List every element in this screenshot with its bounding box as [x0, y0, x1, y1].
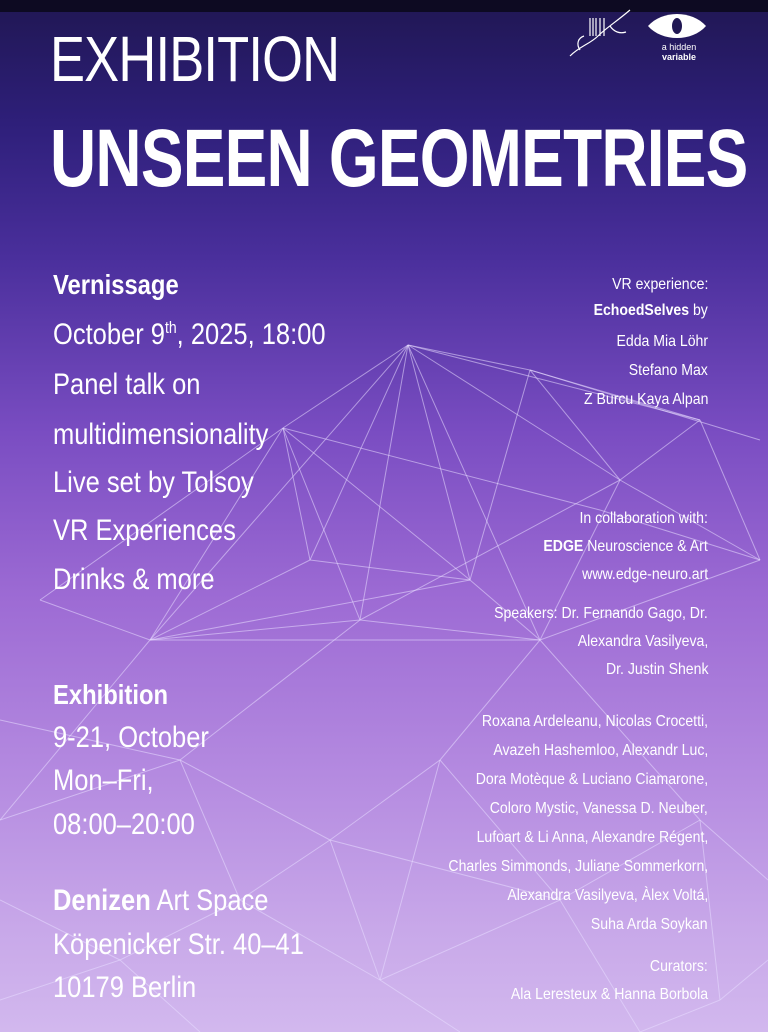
artists-line: Suha Arda Soykan [591, 916, 708, 933]
vr-title: EchoedSelves by [593, 302, 708, 319]
speakers-line: Alexandra Vasilyeva, [577, 633, 708, 650]
venue-address-city: 10179 Berlin [53, 971, 197, 1004]
artists-line: Avazeh Hashemloo, Alexandr Luc, [493, 742, 708, 759]
collab-url: www.edge-neuro.art [581, 566, 708, 583]
vr-artist: Edda Mia Löhr [616, 333, 708, 350]
exhibition-hours: 08:00–20:00 [53, 808, 195, 841]
collab-label: In collaboration with: [579, 510, 708, 527]
curators-label: Curators: [650, 958, 708, 975]
vr-label: VR experience: [611, 276, 708, 293]
title-unseen-geometries: UNSEEN GEOMETRIES [50, 113, 748, 204]
artists-line: Roxana Ardeleanu, Nicolas Crocetti, [481, 713, 708, 730]
artists-line: Coloro Mystic, Vanessa D. Neuber, [489, 800, 708, 817]
vernissage-heading: Vernissage [53, 269, 179, 300]
exhibition-days: Mon–Fri, [53, 764, 154, 797]
program-item: Drinks & more [53, 563, 215, 596]
exhibition-heading: Exhibition [53, 679, 169, 710]
artists-line: Alexandra Vasilyeva, Àlex Voltá, [507, 887, 708, 904]
vr-artist: Z Burcu Kaya Alpan [583, 391, 708, 408]
artists-line: Charles Simmonds, Juliane Sommerkorn, [448, 858, 708, 875]
branch-logo-icon [560, 6, 640, 62]
speakers-line: Speakers: Dr. Fernando Gago, Dr. [494, 605, 708, 622]
program-item: Live set by Tolsoy [53, 466, 254, 499]
speakers-line: Dr. Justin Shenk [605, 661, 708, 678]
logo-text: a hidden variable [661, 42, 697, 62]
vr-artist: Stefano Max [628, 362, 708, 379]
title-exhibition: EXHIBITION [50, 23, 340, 95]
venue-name: Denizen Art Space [53, 884, 269, 917]
vernissage-date: October 9th, 2025, 18:00 [53, 318, 326, 351]
venue-address-street: Köpenicker Str. 40–41 [53, 928, 304, 961]
collab-partner: EDGE Neuroscience & Art [543, 538, 708, 555]
program-item: VR Experiences [53, 514, 236, 547]
artists-line: Lufoart & Li Anna, Alexandre Régent, [476, 829, 708, 846]
program-item: multidimensionality [53, 418, 269, 451]
program-item: Panel talk on [53, 368, 201, 401]
curators-names: Ala Leresteux & Hanna Borbola [510, 986, 708, 1003]
artists-line: Dora Motèque & Luciano Ciamarone, [475, 771, 708, 788]
exhibition-dates: 9-21, October [53, 721, 209, 754]
